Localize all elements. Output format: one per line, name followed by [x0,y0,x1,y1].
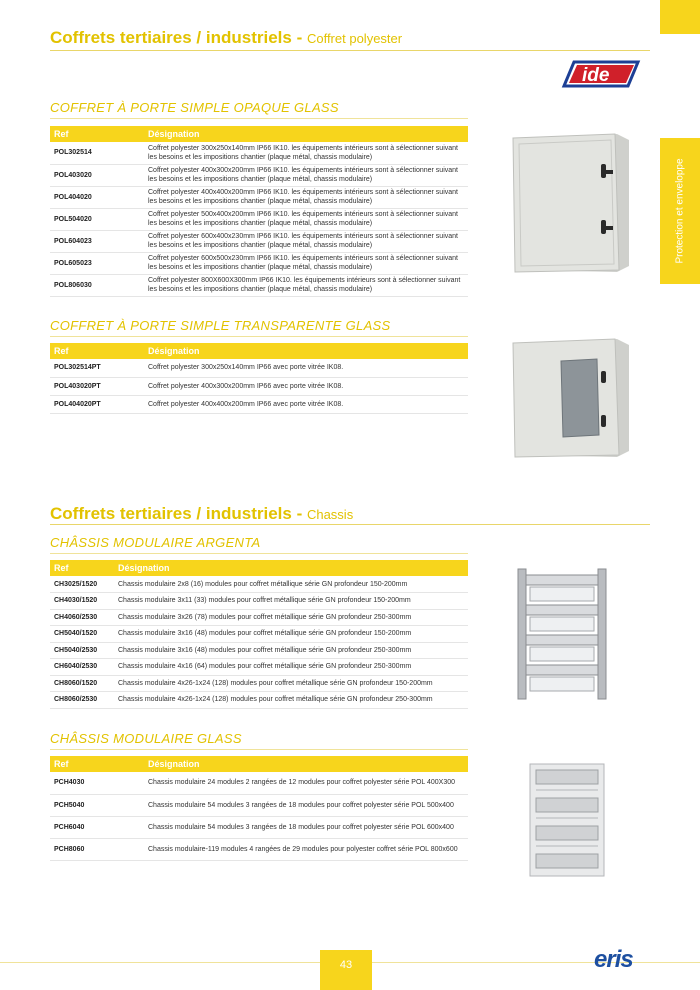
table-title-divider [50,749,468,750]
ref-cell: POL302514PT [50,359,144,377]
table-opaque [50,126,468,297]
table-row [50,252,468,274]
ref-cell: POL604023 [50,230,144,252]
table-title-argenta: CHÂSSIS MODULAIRE ARGENTA [50,535,261,550]
section-title-main: Coffrets tertiaires / industriels - [50,504,307,523]
section-title-polyester [50,28,402,48]
designation-cell: Chassis modulaire 3x11 (33) modules pour coffret métallique série GN profondeur 150-200mm [114,593,468,610]
ref-cell: PCH4030 [50,772,144,794]
table-row [50,772,468,794]
table-glass [50,756,468,861]
header-designation: Désignation [144,126,468,142]
table-row [50,692,468,709]
ref-cell: POL403020PT [50,377,144,395]
designation-cell: Chassis modulaire 3x16 (48) modules pour coffret métallique série GN profondeur 250-300mm [114,642,468,659]
designation-cell: Coffret polyester 500x400x200mm IP66 IK10. les équipements intérieurs sont à sélectionner suivant les besoins et les impositions chantier (plaque métal, chassis modulaire) [144,208,468,230]
section-title-chassis [50,504,353,524]
top-tab [660,0,700,34]
header-ref: Ref [50,126,144,142]
table-row [50,359,468,377]
table-row [50,659,468,676]
header-designation: Désignation [114,560,468,576]
ref-cell: CH4030/1520 [50,593,114,610]
side-tab [660,138,700,284]
ref-cell: CH3025/1520 [50,576,114,593]
table-header-row [50,756,468,772]
ref-cell: CH4060/2530 [50,609,114,626]
designation-cell: Chassis modulaire 54 modules 3 rangées de 18 modules pour coffret polyester série POL 600x400 [144,816,468,838]
table-row [50,838,468,860]
page-number: 43 [320,950,372,990]
section-title-main: Coffrets tertiaires / industriels - [50,28,307,47]
table-title-transparent: COFFRET À PORTE SIMPLE TRANSPARENTE GLASS [50,318,391,333]
opaque-cabinet-image [505,130,635,280]
designation-cell: Coffret polyester 400x400x200mm IP66 avec porte vitrée IK08. [144,395,468,413]
table-row [50,142,468,164]
ref-cell: PCH5040 [50,794,144,816]
table-row [50,274,468,296]
header-ref: Ref [50,756,144,772]
table-row [50,164,468,186]
table-title-opaque: COFFRET À PORTE SIMPLE OPAQUE GLASS [50,100,339,115]
table-row [50,794,468,816]
section-divider [50,524,650,525]
designation-cell: Chassis modulaire 4x16 (64) modules pour coffret métallique série GN profondeur 250-300mm [114,659,468,676]
ref-cell: POL302514 [50,142,144,164]
section-title-sub: Chassis [306,507,354,522]
ref-cell: POL605023 [50,252,144,274]
table-title-divider [50,118,468,119]
eris-logo: eris [594,946,633,973]
designation-cell: Coffret polyester 400x400x200mm IP66 IK10. les équipements intérieurs sont à sélectionner suivant les besoins et les impositions chantier (plaque métal, chassis modulaire) [144,186,468,208]
glass-chassis-image [522,760,612,885]
table-row [50,816,468,838]
table-row [50,186,468,208]
designation-cell: Coffret polyester 300x250x140mm IP66 avec porte vitrée IK08. [144,359,468,377]
ref-cell: POL504020 [50,208,144,230]
ref-cell: POL404020PT [50,395,144,413]
designation-cell: Chassis modulaire 4x26-1x24 (128) modules pour coffret métallique série GN profondeur 150-200mm [114,675,468,692]
table-row [50,626,468,643]
table-title-glass: CHÂSSIS MODULAIRE GLASS [50,731,242,746]
table-row [50,208,468,230]
designation-cell: Coffret polyester 400x300x200mm IP66 IK10. les équipements intérieurs sont à sélectionner suivant les besoins et les impositions chantier (plaque métal, chassis modulaire) [144,164,468,186]
ref-cell: POL806030 [50,274,144,296]
header-designation: Désignation [144,756,468,772]
section-divider [50,50,650,51]
designation-cell: Chassis modulaire 24 modules 2 rangées de 12 modules pour coffret polyester série POL 400X300 [144,772,468,794]
ref-cell: CH5040/2530 [50,642,114,659]
ref-cell: PCH6040 [50,816,144,838]
designation-cell: Chassis modulaire 3x16 (48) modules pour coffret métallique série GN profondeur 150-200mm [114,626,468,643]
designation-cell: Coffret polyester 600x500x230mm IP66 IK10. les équipements intérieurs sont à sélectionner suivant les besoins et les impositions chantier (plaque métal, chassis modulaire) [144,252,468,274]
table-header-row [50,343,468,359]
ide-logo [560,56,642,97]
table-row [50,642,468,659]
header-designation: Désignation [144,343,468,359]
table-row [50,377,468,395]
designation-cell: Coffret polyester 400x300x200mm IP66 avec porte vitrée IK08. [144,377,468,395]
ref-cell: CH8060/2530 [50,692,114,709]
ref-cell: POL403020 [50,164,144,186]
section-title-sub: Coffret polyester [306,31,403,46]
designation-cell: Coffret polyester 800X600X300mm IP66 IK10. les équipements intérieurs sont à sélectionner suivant les besoins et les impositions chantier (plaque métal, chassis modulaire) [144,274,468,296]
ref-cell: CH6040/2530 [50,659,114,676]
designation-cell: Chassis modulaire 4x26-1x24 (128) modules pour coffret métallique série GN profondeur 250-300mm [114,692,468,709]
ref-cell: POL404020 [50,186,144,208]
designation-cell: Coffret polyester 600x400x230mm IP66 IK10. les équipements intérieurs sont à sélectionner suivant les besoins et les impositions chantier (plaque métal, chassis modulaire) [144,230,468,252]
designation-cell: Chassis modulaire 54 modules 3 rangées de 18 modules pour coffret polyester série POL 500x400 [144,794,468,816]
transparent-cabinet-image [505,335,635,465]
ref-cell: PCH8060 [50,838,144,860]
argenta-chassis-image [512,565,612,710]
designation-cell: Chassis modulaire 3x26 (78) modules pour coffret métallique série GN profondeur 250-300mm [114,609,468,626]
table-title-divider [50,336,468,337]
ide-logo-text: ide [582,65,610,86]
table-row [50,395,468,413]
header-ref: Ref [50,343,144,359]
designation-cell: Chassis modulaire-119 modules 4 rangées de 29 modules pour polyester coffret série POL 800x600 [144,838,468,860]
table-row [50,609,468,626]
table-row [50,230,468,252]
table-transparent [50,343,468,414]
table-row [50,593,468,610]
designation-cell: Coffret polyester 300x250x140mm IP66 IK10. les équipements intérieurs sont à sélectionner suivant les besoins et les impositions chantier (plaque métal, chassis modulaire) [144,142,468,164]
side-tab-label: Protection et enveloppe [674,158,686,264]
ref-cell: CH5040/1520 [50,626,114,643]
ref-cell: CH8060/1520 [50,675,114,692]
table-argenta [50,560,468,709]
header-ref: Ref [50,560,114,576]
table-header-row [50,560,468,576]
table-row [50,576,468,593]
table-header-row [50,126,468,142]
table-row [50,675,468,692]
designation-cell: Chassis modulaire 2x8 (16) modules pour coffret métallique série GN profondeur 150-200mm [114,576,468,593]
table-title-divider [50,553,468,554]
